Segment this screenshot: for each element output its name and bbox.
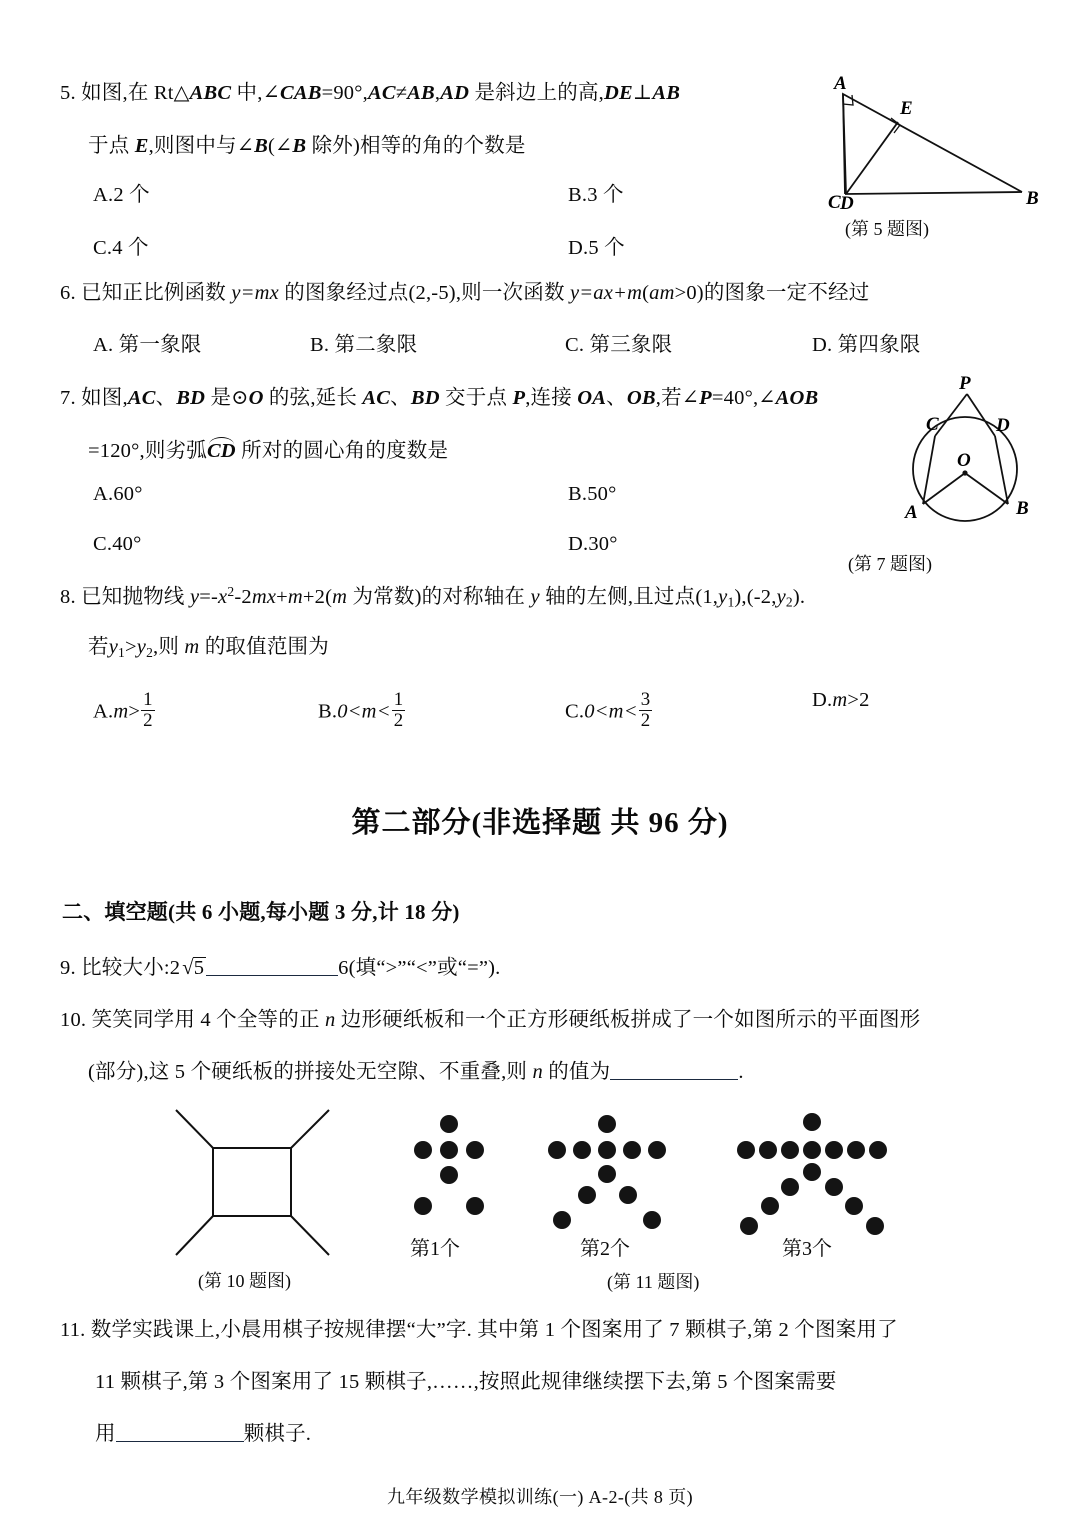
q8-option-a[interactable] xyxy=(93,690,156,730)
q5-l2a: 于点 xyxy=(88,135,135,157)
q8-l2y1sub: 1 xyxy=(118,644,125,660)
q11-line2: 11 颗棋子,第 3 个图案用了 15 颗棋子,……,按照此规律继续摆下去,第 5 个图案需要 xyxy=(95,1371,837,1393)
q8-yaxis: y xyxy=(530,585,540,608)
q7-opt-a-text: 60° xyxy=(113,483,143,505)
q8-y2: y xyxy=(776,585,786,608)
q8-l1a: 已知抛物线 xyxy=(81,585,190,608)
q6-line1 xyxy=(60,283,869,304)
q7-l2a: =120°,则劣弧 xyxy=(88,440,207,462)
q11-pattern-label-3: 第3个 xyxy=(782,1238,832,1260)
q10-n2: n xyxy=(532,1061,543,1083)
q6-t7: >0)的图象一定不经过 xyxy=(674,282,870,304)
q10-l2a: (部分),这 5 个硬纸板的拼接处无空隙、不重叠,则 xyxy=(88,1061,533,1083)
q6-opt-d-text: 第四象限 xyxy=(837,334,921,356)
q11-pattern-label-1: 第1个 xyxy=(410,1238,460,1260)
q10-line2 xyxy=(88,1062,744,1083)
q7-O: O xyxy=(248,387,264,409)
q9-answer-blank[interactable] xyxy=(206,960,338,976)
q6-option-c[interactable] xyxy=(565,335,672,356)
q7-opt-a-key: A. xyxy=(93,483,114,505)
q6-opt-a-key: A. xyxy=(93,334,114,356)
q8-opt-c-key: C. xyxy=(565,700,585,723)
q7-bd2: BD xyxy=(410,387,440,409)
q11-l3a: 用 xyxy=(95,1423,116,1445)
q7-opt-c-text: 40° xyxy=(112,533,142,555)
q5-E: E xyxy=(134,135,149,157)
q5-abc: ABC xyxy=(189,82,232,104)
q7-oa: OA xyxy=(577,387,607,409)
q5-label-B: B xyxy=(1026,188,1039,209)
q8-m2: m xyxy=(332,585,348,608)
q7-P2: P xyxy=(699,387,712,409)
q7-label-O: O xyxy=(957,450,971,471)
q7-l1a: 如图, xyxy=(81,387,128,409)
q7-option-a[interactable] xyxy=(93,484,143,505)
q5-option-d[interactable] xyxy=(568,238,625,259)
q7-arc-cd: CD xyxy=(206,440,236,462)
q11-pattern-label-2: 第2个 xyxy=(580,1238,630,1260)
q10-answer-blank[interactable] xyxy=(610,1064,738,1080)
q7-sep2: 、 xyxy=(390,387,411,409)
q8-l1c: 轴的左侧,且过点(1, xyxy=(539,585,719,608)
q7-P: P xyxy=(512,387,526,409)
q5-opt-d-text: 5 个 xyxy=(588,237,625,259)
q5-ne: ≠ xyxy=(395,82,408,104)
q8-opt-c-frac: $\frac{3}{2}$ xyxy=(640,689,651,731)
q7-option-c[interactable] xyxy=(93,534,142,555)
q5-option-b[interactable] xyxy=(568,185,624,206)
q5-label-E: E xyxy=(900,98,913,119)
q5-ab2: AB xyxy=(652,82,681,104)
q5-text-a: 如图,在 Rt△ xyxy=(81,82,190,104)
q8-opt-d-key: D. xyxy=(812,689,833,711)
q8-y2sub: 2 xyxy=(785,594,793,610)
q8-opt-a-rel: > xyxy=(128,700,141,723)
q8-l1e: ). xyxy=(792,585,806,608)
q8-l2y1: y xyxy=(108,636,119,658)
q5-l2b: ,则图中与∠ xyxy=(148,135,255,157)
q8-x: x xyxy=(218,585,228,608)
q7-l2b: 所对的圆心角的度数是 xyxy=(235,440,449,462)
q5-text-c: =90°, xyxy=(321,82,368,104)
q7-line2 xyxy=(88,438,448,462)
q11-pattern-3 xyxy=(735,1108,915,1243)
q7-figure-caption: (第 7 题图) xyxy=(848,554,932,574)
q8-gt: > xyxy=(124,636,137,658)
q9-sqrt: √5 xyxy=(182,957,205,979)
q7-l1d: 的弦,延长 xyxy=(263,387,363,409)
q9-line xyxy=(60,957,500,979)
q7-bd: BD xyxy=(176,387,206,409)
q7-option-d[interactable] xyxy=(568,534,618,555)
q8-opt-b-frac: $\frac{1}{2}$ xyxy=(393,689,404,731)
q8-l2a: 若 xyxy=(88,636,109,658)
q5-label-A: A xyxy=(834,73,847,94)
q11-l1: 数学实践课上,小晨用棋子按规律摆“大”字. 其中第 1 个图案用了 7 颗棋子,第 2 个图案用了 xyxy=(90,1319,898,1341)
q10-l2b: 的值为 xyxy=(542,1061,611,1083)
q6-t3: 的图象经过点(2,-5),则一次函数 xyxy=(278,282,570,304)
q10-l1a: 笑笑同学用 4 个全等的正 xyxy=(91,1009,325,1031)
q6-t6: am xyxy=(649,282,675,304)
q8-option-c[interactable] xyxy=(565,690,653,730)
q8-l1b: 为常数)的对称轴在 xyxy=(347,585,531,608)
q5-B: B xyxy=(254,135,268,157)
q7-ac2: AC xyxy=(362,387,391,409)
q9-t2: 6(填“>”“<”或“=”). xyxy=(338,957,501,979)
q8-opt-b-key: B. xyxy=(318,700,338,723)
q8-opt-c-var: 0<m< xyxy=(584,700,638,723)
q7-l1g: ,连接 xyxy=(525,387,578,409)
q11-figure-caption: (第 11 题图) xyxy=(607,1272,700,1292)
fill-in-heading: 二、填空题(共 6 小题,每小题 3 分,计 18 分) xyxy=(62,900,460,924)
q5-ad: AD xyxy=(440,82,470,104)
q8-l2y2: y xyxy=(136,636,147,658)
q8-line1 xyxy=(60,585,805,609)
q6-opt-b-text: 第二象限 xyxy=(334,334,418,356)
q8-plus2: +2( xyxy=(302,585,333,608)
q8-line2 xyxy=(88,637,329,659)
q8-plus: + xyxy=(276,585,288,608)
q5-l2d: 除外)相等的角的个数是 xyxy=(306,135,526,157)
q6-number: 6. xyxy=(60,282,76,304)
q8-opt-d-var: m xyxy=(832,689,848,711)
q7-l1i: ,若∠ xyxy=(655,387,700,409)
q5-opt-b-key: B. xyxy=(568,184,588,206)
q6-t5: ( xyxy=(642,282,650,304)
q8-l2m: m xyxy=(184,636,200,658)
q7-option-b[interactable] xyxy=(568,484,617,505)
q5-l2c: (∠ xyxy=(268,135,293,157)
q6-t4: y=ax+m xyxy=(569,282,643,304)
q5-label-C: C xyxy=(828,192,841,213)
q10-figure xyxy=(148,1100,358,1270)
q8-y: y xyxy=(189,585,200,608)
q11-pattern-1 xyxy=(400,1112,510,1227)
q5-line1 xyxy=(60,83,680,104)
q5-B2: B xyxy=(292,135,307,157)
q7-l1c: 是⊙ xyxy=(205,387,249,409)
q8-sup2: 2 xyxy=(227,584,235,599)
q8-mx: mx xyxy=(251,585,277,608)
q5-opt-a-key: A. xyxy=(93,184,114,206)
q5-opt-d-key: D. xyxy=(568,237,589,259)
q5-option-c[interactable] xyxy=(93,238,149,259)
q9-number: 9. xyxy=(60,957,76,979)
q11-line3 xyxy=(95,1424,311,1445)
q5-opt-c-text: 4 个 xyxy=(112,237,149,259)
q6-opt-c-key: C. xyxy=(565,334,585,356)
q8-opt-a-key: A. xyxy=(93,700,114,723)
q7-sep3: 、 xyxy=(606,387,627,409)
q6-t1: 已知正比例函数 xyxy=(81,282,232,304)
q7-label-A: A xyxy=(905,502,918,523)
q7-line1 xyxy=(60,388,818,409)
q7-label-B: B xyxy=(1016,498,1029,519)
q8-option-b[interactable] xyxy=(318,690,406,730)
q7-opt-b-key: B. xyxy=(568,483,588,505)
q8-minus2: -2 xyxy=(234,585,252,608)
q5-opt-a-text: 2 个 xyxy=(113,184,150,206)
q7-ac: AC xyxy=(127,387,156,409)
q7-l1j: =40°,∠ xyxy=(711,387,776,409)
q7-figure xyxy=(895,374,1055,539)
q11-line1 xyxy=(60,1320,898,1341)
q5-ac: AC xyxy=(367,82,396,104)
q8-opt-d-rel: > xyxy=(847,689,860,711)
q8-option-d[interactable] xyxy=(812,690,870,711)
q6-option-a[interactable] xyxy=(93,335,201,356)
q5-number: 5. xyxy=(60,82,76,104)
q8-y1sub: 1 xyxy=(727,594,735,610)
q7-sep1: 、 xyxy=(155,387,177,409)
q8-opt-a-var: m xyxy=(113,700,129,723)
q7-opt-c-key: C. xyxy=(93,533,113,555)
q6-option-b[interactable] xyxy=(310,335,417,356)
q7-opt-b-text: 50° xyxy=(587,483,617,505)
q9-t1: 比较大小:2 xyxy=(81,957,181,979)
page-footer: 九年级数学模拟训练(一) A-2-(共 8 页) xyxy=(386,1487,694,1507)
q7-label-P: P xyxy=(959,373,971,394)
q6-option-d[interactable] xyxy=(812,335,920,356)
q10-line1 xyxy=(60,1010,920,1031)
q7-l1f: 交于点 xyxy=(439,387,513,409)
q7-opt-d-key: D. xyxy=(568,533,589,555)
q6-opt-d-key: D. xyxy=(812,334,833,356)
q5-figure-caption: (第 5 题图) xyxy=(845,219,929,239)
q8-opt-d-plain: 2 xyxy=(859,689,870,711)
q5-line2 xyxy=(88,136,526,157)
q6-opt-a-text: 第一象限 xyxy=(118,334,202,356)
q10-period: . xyxy=(738,1061,744,1083)
q11-number: 11. xyxy=(60,1319,86,1341)
q8-l2y2sub: 2 xyxy=(146,644,154,660)
q8-opt-a-frac: $\frac{1}{2}$ xyxy=(143,689,153,731)
q5-text-b: 中,∠ xyxy=(231,82,280,104)
q5-opt-c-key: C. xyxy=(93,237,113,259)
q5-de: DE xyxy=(604,82,633,104)
q10-l1b: 边形硬纸板和一个正方形硬纸板拼成了一个如图所示的平面图形 xyxy=(335,1009,921,1031)
q10-figure-caption: (第 10 题图) xyxy=(198,1271,291,1291)
q5-figure xyxy=(790,72,1040,212)
q7-label-D: D xyxy=(996,415,1010,436)
q6-opt-b-key: B. xyxy=(310,334,330,356)
q10-number: 10. xyxy=(60,1009,87,1031)
q7-aob: AOB xyxy=(775,387,819,409)
q8-l1d: ),(-2, xyxy=(734,585,777,608)
q8-eq: =- xyxy=(199,585,219,608)
q8-m: m xyxy=(287,585,303,608)
q7-opt-d-text: 30° xyxy=(588,533,618,555)
part-two-title: 第二部分(非选择题 共 96 分) xyxy=(351,807,729,839)
q7-ob: OB xyxy=(626,387,656,409)
q7-number: 7. xyxy=(60,387,76,409)
q11-l3b: 颗棋子. xyxy=(243,1423,312,1445)
q6-opt-c-text: 第三象限 xyxy=(589,334,673,356)
q5-label-D: D xyxy=(840,193,854,214)
q8-opt-b-var: 0<m< xyxy=(337,700,391,723)
q6-t2: y=mx xyxy=(231,282,279,304)
q11-answer-blank[interactable] xyxy=(116,1426,244,1442)
q11-pattern-2 xyxy=(552,1112,687,1237)
q5-ab: AB xyxy=(407,82,435,104)
q5-cab: CAB xyxy=(279,82,322,104)
q7-label-C: C xyxy=(926,414,939,435)
q8-number: 8. xyxy=(60,585,76,608)
q5-opt-b-text: 3 个 xyxy=(587,184,624,206)
q10-n: n xyxy=(325,1009,336,1031)
q8-l2c: 的取值范围为 xyxy=(199,636,329,658)
q5-option-a[interactable] xyxy=(93,185,150,206)
q8-l2b: ,则 xyxy=(153,636,185,658)
q5-comma: , xyxy=(434,82,441,104)
q5-text-e: 是斜边上的高, xyxy=(469,82,604,104)
q5-perp: ⊥ xyxy=(632,82,653,104)
q8-y1: y xyxy=(718,585,728,608)
